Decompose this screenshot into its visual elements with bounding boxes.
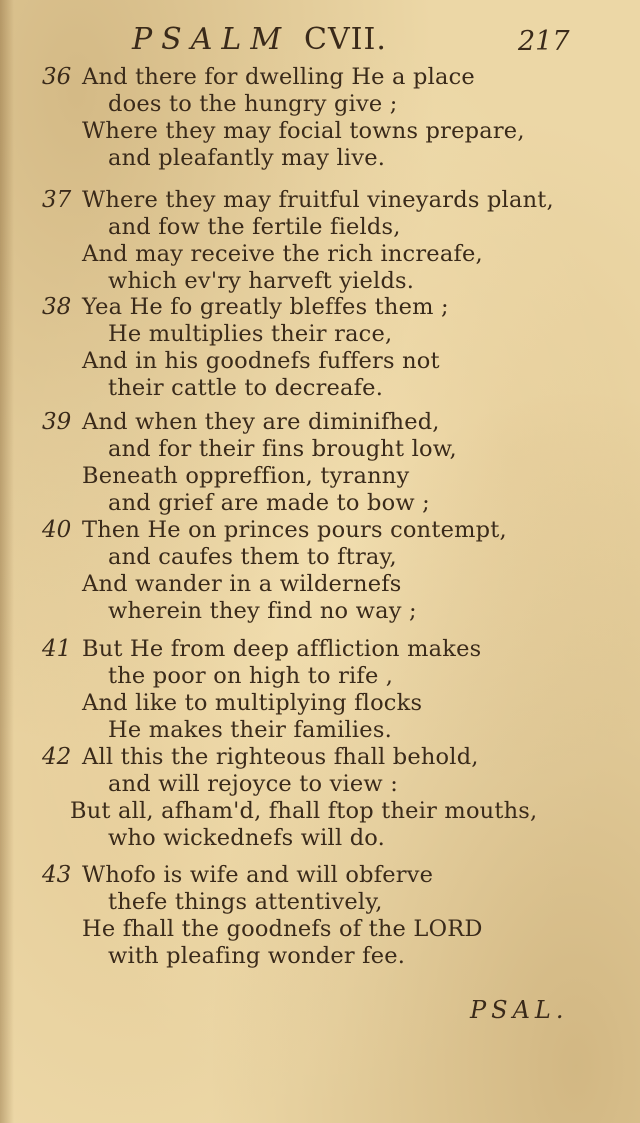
- verse-number: 37: [42, 187, 72, 213]
- verse-line: the poor on high to rife ,: [108, 663, 394, 689]
- verse-line: thefe things attentively,: [108, 889, 383, 915]
- verse-line: Then He on princes pours contempt,: [82, 517, 507, 543]
- verse-line: wherein they find no way ;: [108, 598, 417, 624]
- running-head-title: PSALM: [132, 22, 291, 57]
- verse-line: which ev'ry harveft yields.: [108, 268, 415, 294]
- verse-line: Whofo is wife and will obferve: [82, 862, 434, 888]
- verse-line: Where they may fruitful vineyards plant,: [82, 187, 554, 213]
- running-head-psalm-number: CVII.: [304, 22, 387, 57]
- verse-line: and will rejoyce to view :: [108, 771, 398, 797]
- verse-line: and caufes them to ftray,: [108, 544, 397, 570]
- verse-number: 38: [42, 294, 72, 320]
- verse-line: He makes their families.: [108, 717, 392, 743]
- verse-line: and grief are made to bow ;: [108, 490, 430, 516]
- verse-line: But all, afham'd, fhall ftop their mouths,: [70, 798, 538, 824]
- verse-line: their cattle to decreafe.: [108, 375, 384, 401]
- verse-number: 40: [42, 517, 72, 543]
- verse-line: He fhall the goodnefs of the LORD: [82, 916, 483, 942]
- verse-line: Where they may focial towns prepare,: [82, 118, 525, 144]
- verse-line: Yea He fo greatly bleffes them ;: [82, 294, 449, 320]
- verse-line: And when they are diminifhed,: [82, 409, 440, 435]
- verse-line: All this the righteous fhall behold,: [82, 744, 479, 770]
- verse-line: and for their fins brought low,: [108, 436, 457, 462]
- verse-line: and fow the fertile fields,: [108, 214, 401, 240]
- verse-number: 36: [42, 64, 72, 90]
- verse-line: And like to multiplying flocks: [82, 690, 423, 716]
- verse-line: Beneath oppreffion, tyranny: [82, 463, 410, 489]
- verse-line: And wander in a wildernefs: [82, 571, 402, 597]
- verse-line: And there for dwelling He a place: [82, 64, 475, 90]
- verse-line: He multiplies their race,: [108, 321, 393, 347]
- verse-number: 39: [42, 409, 72, 435]
- verse-line: But He from deep affliction makes: [82, 636, 482, 662]
- verse-line: with pleafing wonder fee.: [108, 943, 406, 969]
- verse-line: does to the hungry give ;: [108, 91, 398, 117]
- catchword: PSAL.: [470, 996, 569, 1024]
- verse-line: And may receive the rich increafe,: [82, 241, 483, 267]
- verse-line: And in his goodnefs fuffers not: [82, 348, 440, 374]
- verse-number: 42: [42, 744, 72, 770]
- verse-number: 41: [42, 636, 72, 662]
- verse-number: 43: [42, 862, 72, 888]
- verse-line: who wickednefs will do.: [108, 825, 385, 851]
- page-number: 217: [518, 26, 570, 57]
- verse-line: and pleafantly may live.: [108, 145, 386, 171]
